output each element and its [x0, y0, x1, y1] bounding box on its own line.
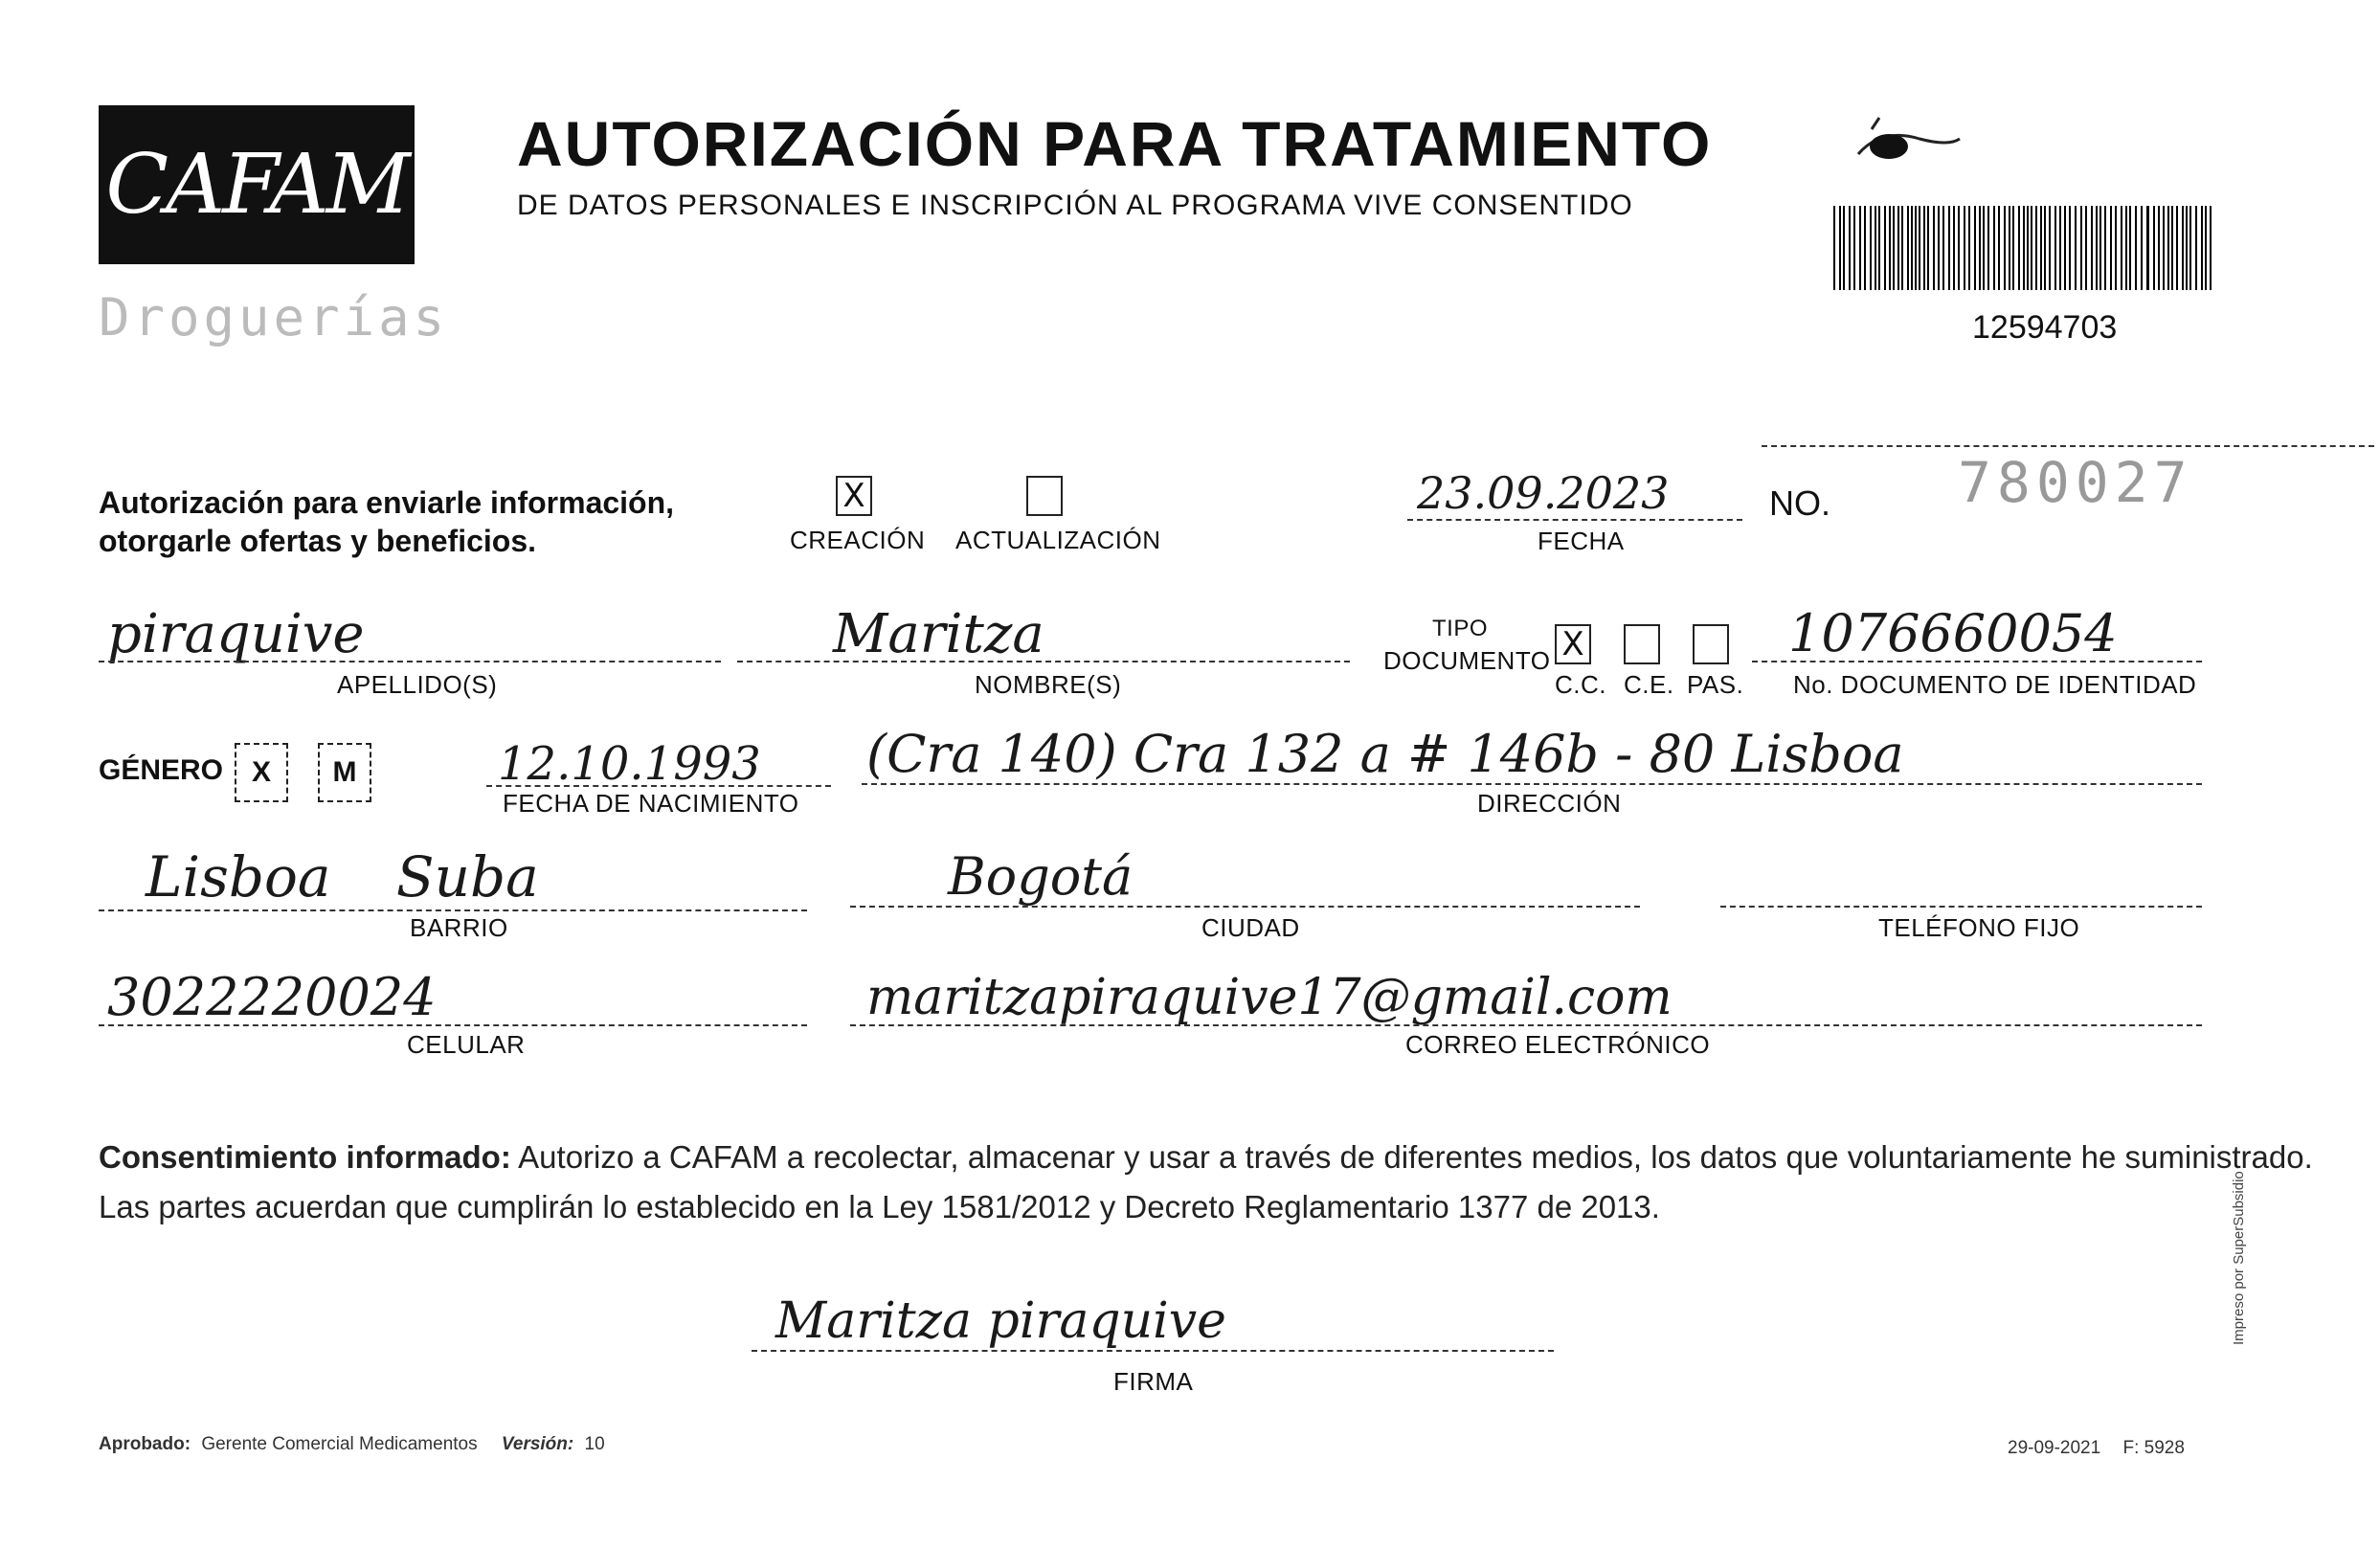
no-top-line	[1762, 445, 2374, 447]
consent-text-1: Autorizo a CAFAM a recolectar, almacenar y usar a través de diferentes medios, los datos que voluntariamente he suministrado.	[510, 1139, 2313, 1175]
barcode-bar	[2054, 206, 2056, 290]
celular-value[interactable]: 3022220024	[107, 967, 437, 1027]
apellidos-label: APELLIDO(S)	[337, 670, 498, 699]
barcode-bar	[1938, 206, 1940, 290]
barcode-bar	[2121, 206, 2122, 290]
authorization-intro	[99, 483, 674, 560]
barcode-bar	[2035, 206, 2037, 290]
cc-label: C.C.	[1555, 670, 1606, 699]
barcode-bar	[2176, 206, 2178, 290]
barcode-bar	[2040, 206, 2042, 290]
barcode-bar	[2129, 206, 2131, 290]
nacimiento-value[interactable]: 12.10.1993	[498, 737, 761, 791]
barcode-bar	[1919, 206, 1920, 290]
eye-logo-icon	[1852, 110, 1967, 172]
tipo-label-1: TIPO	[1432, 616, 1489, 641]
pas-checkbox[interactable]	[1693, 624, 1729, 664]
barcode-bar	[1968, 206, 1970, 290]
barcode-bar	[1933, 206, 1935, 290]
version-label: Versión:	[501, 1434, 574, 1454]
barcode-bar	[2195, 206, 2197, 290]
barcode-bar	[1987, 206, 1989, 290]
barcode-bar	[1979, 206, 1981, 290]
fecha-line	[1407, 519, 1742, 521]
barcode-bar	[1878, 206, 1880, 290]
barcode-bar	[2115, 206, 2117, 290]
documento-line	[1752, 661, 2202, 662]
side-print-note	[2231, 1171, 2247, 1345]
barcode-bar	[1833, 206, 1835, 290]
barcode-bar	[2125, 206, 2127, 290]
barcode-bar	[2167, 206, 2169, 290]
footer-date-code	[2008, 1438, 2185, 1459]
actualizacion-label: ACTUALIZACIÓN	[955, 526, 1161, 554]
correo-label: CORREO ELECTRÓNICO	[1405, 1030, 1711, 1059]
celular-label: CELULAR	[407, 1030, 526, 1059]
pas-label: PAS.	[1687, 670, 1744, 699]
signature-label: FIRMA	[1113, 1367, 1194, 1396]
barcode-bar	[2182, 206, 2184, 290]
direccion-label: DIRECCIÓN	[1477, 789, 1622, 818]
nacimiento-label: FECHA DE NACIMIENTO	[503, 789, 799, 818]
barcode-bar	[2163, 206, 2165, 290]
ce-label: C.E.	[1624, 670, 1674, 699]
direccion-line	[862, 783, 2202, 785]
barcode-bar	[1864, 206, 1866, 290]
intro-line-1: Autorización para enviarle información,	[99, 485, 675, 520]
barcode-bar	[2146, 206, 2149, 290]
barcode-bar	[2091, 206, 2093, 290]
barcode-bar	[1998, 206, 2000, 290]
barcode-bar	[2009, 206, 2010, 290]
barcode-bar	[2201, 206, 2203, 290]
creacion-label: CREACIÓN	[790, 526, 926, 554]
documento-label: No. DOCUMENTO DE IDENTIDAD	[1793, 670, 2197, 699]
barcode-bar	[2027, 206, 2029, 290]
telefono-line[interactable]	[1720, 906, 2202, 908]
barcode-bar	[1958, 206, 1960, 290]
genero-label: GÉNERO	[99, 754, 224, 786]
barcode-bar	[1907, 206, 1909, 290]
barcode-bar	[2059, 206, 2061, 290]
document-title: AUTORIZACIÓN PARA TRATAMIENTO	[517, 108, 1713, 179]
barcode-bar	[2110, 206, 2112, 290]
barcode-bar	[2104, 206, 2106, 290]
correo-value[interactable]: maritzapiraquive17@gmail.com	[866, 969, 1673, 1026]
barcode-bar	[1870, 206, 1872, 290]
barcode-bar	[1839, 206, 1841, 290]
signature-line	[752, 1350, 1554, 1352]
no-label: NO.	[1769, 483, 1831, 523]
barcode-bar	[1923, 206, 1925, 290]
consent-line-2: Las partes acuerdan que cumplirán lo establecido en la Ley 1581/2012 y Decreto Reglamentario 1377 de 2013.	[99, 1189, 1660, 1224]
barcode-bar	[2044, 206, 2046, 290]
apellidos-value[interactable]: piraquive	[107, 603, 365, 665]
apellidos-line	[99, 661, 721, 662]
barcode-bar	[2049, 206, 2051, 290]
aprobado-label: Aprobado:	[99, 1434, 191, 1454]
creacion-checkbox[interactable]: X	[836, 476, 872, 516]
consent-bold: Consentimiento informado:	[99, 1139, 511, 1175]
documento-value[interactable]: 1076660054	[1788, 603, 2118, 663]
barcode-bar	[1974, 206, 1976, 290]
barcode-bar	[1911, 206, 1913, 290]
barcode-bar	[2099, 206, 2101, 290]
consent-line-1	[99, 1133, 2313, 1182]
genero-f-box[interactable]: X	[235, 743, 288, 802]
barcode-bar	[1849, 206, 1851, 290]
barcode-bar	[1915, 206, 1917, 290]
barcode-bar	[2080, 206, 2082, 290]
barcode-bar	[2069, 206, 2071, 290]
footer-approval	[99, 1434, 605, 1455]
barcode-bar	[1953, 206, 1955, 290]
barcode-bar	[1948, 206, 1950, 290]
telefono-label: TELÉFONO FIJO	[1878, 913, 2080, 942]
signature-value[interactable]: Maritza piraquive	[775, 1292, 1226, 1350]
barcode-bar	[1893, 206, 1895, 290]
barcode-bar	[2012, 206, 2014, 290]
logo-subtitle: Droguerías	[99, 287, 449, 348]
barcode-bar	[1993, 206, 1995, 290]
barcode-bar	[1884, 206, 1886, 290]
barcode-bar	[2085, 206, 2087, 290]
ciudad-label: CIUDAD	[1201, 913, 1300, 942]
ce-checkbox[interactable]	[1624, 624, 1660, 664]
direccion-value[interactable]: (Cra 140) Cra 132 a # 146b - 80 Lisboa	[866, 724, 1904, 784]
version-value: 10	[584, 1434, 605, 1454]
barcode-bar	[2135, 206, 2137, 290]
barcode-bar	[2096, 206, 2098, 290]
cc-checkbox[interactable]: X	[1555, 624, 1591, 664]
ciudad-value[interactable]: Bogotá	[948, 846, 1134, 907]
barcode-bar	[1942, 206, 1944, 290]
nombres-label: NOMBRE(S)	[975, 670, 1122, 699]
nombres-line	[737, 661, 1350, 662]
barcode-bar	[2031, 206, 2032, 290]
tipo-label-2: DOCUMENTO	[1383, 646, 1551, 675]
nacimiento-line	[486, 785, 831, 787]
consent-paragraph	[99, 1133, 2313, 1232]
correo-line	[850, 1024, 2202, 1026]
intro-line-2: otorgarle ofertas y beneficios.	[99, 524, 537, 558]
barcode-bar	[2023, 206, 2025, 290]
barcode-bar	[2205, 206, 2207, 290]
barcode-bar	[2018, 206, 2020, 290]
barcode-bar	[1889, 206, 1891, 290]
barcode-bar	[1875, 206, 1876, 290]
barcode-bar	[1843, 206, 1845, 290]
barcode-number: 12594703	[1972, 309, 2118, 346]
ciudad-line	[850, 906, 1640, 908]
barcode-bar	[1859, 206, 1861, 290]
barcode-bar	[2189, 206, 2191, 290]
celular-line	[99, 1024, 807, 1026]
barcode-bar	[2004, 206, 2006, 290]
actualizacion-checkbox[interactable]	[1026, 476, 1063, 516]
fecha-value: 23.09.2023	[1417, 467, 1670, 519]
barcode	[1833, 206, 2216, 295]
barcode-bar	[2186, 206, 2188, 290]
barcode-bar	[2210, 206, 2212, 290]
fecha-label: FECHA	[1538, 527, 1625, 555]
barcode-bar	[1927, 206, 1929, 290]
barcode-bar	[2158, 206, 2160, 290]
barcode-bar	[1853, 206, 1855, 290]
nombres-value[interactable]: Maritza	[833, 603, 1044, 665]
genero-m-box[interactable]: M	[318, 743, 371, 802]
no-value: 780027	[1958, 450, 2193, 515]
barcode-bar	[2171, 206, 2173, 290]
aprobado-value: Gerente Comercial Medicamentos	[201, 1434, 478, 1454]
barrio-line	[99, 909, 807, 911]
barcode-bar	[1901, 206, 1903, 290]
footer-date: 29-09-2021	[2008, 1438, 2101, 1458]
document-subtitle: DE DATOS PERSONALES E INSCRIPCIÓN AL PROGRAMA VIVE CONSENTIDO	[517, 190, 1633, 221]
side-print-text: Impreso por SuperSubsidio	[2231, 1171, 2247, 1345]
barrio-label: BARRIO	[410, 913, 508, 942]
barcode-bar	[1964, 206, 1965, 290]
logo-text: CAFAM	[105, 137, 408, 233]
barcode-bar	[2141, 206, 2143, 290]
barcode-bar	[2075, 206, 2077, 290]
barcode-bar	[2153, 206, 2155, 290]
barrio-value[interactable]: Lisboa Suba	[146, 844, 539, 909]
footer-code: F: 5928	[2122, 1438, 2185, 1458]
barcode-bar	[1897, 206, 1899, 290]
barcode-bar	[1983, 206, 1985, 290]
barcode-bar	[2064, 206, 2066, 290]
cafam-logo	[99, 105, 415, 264]
